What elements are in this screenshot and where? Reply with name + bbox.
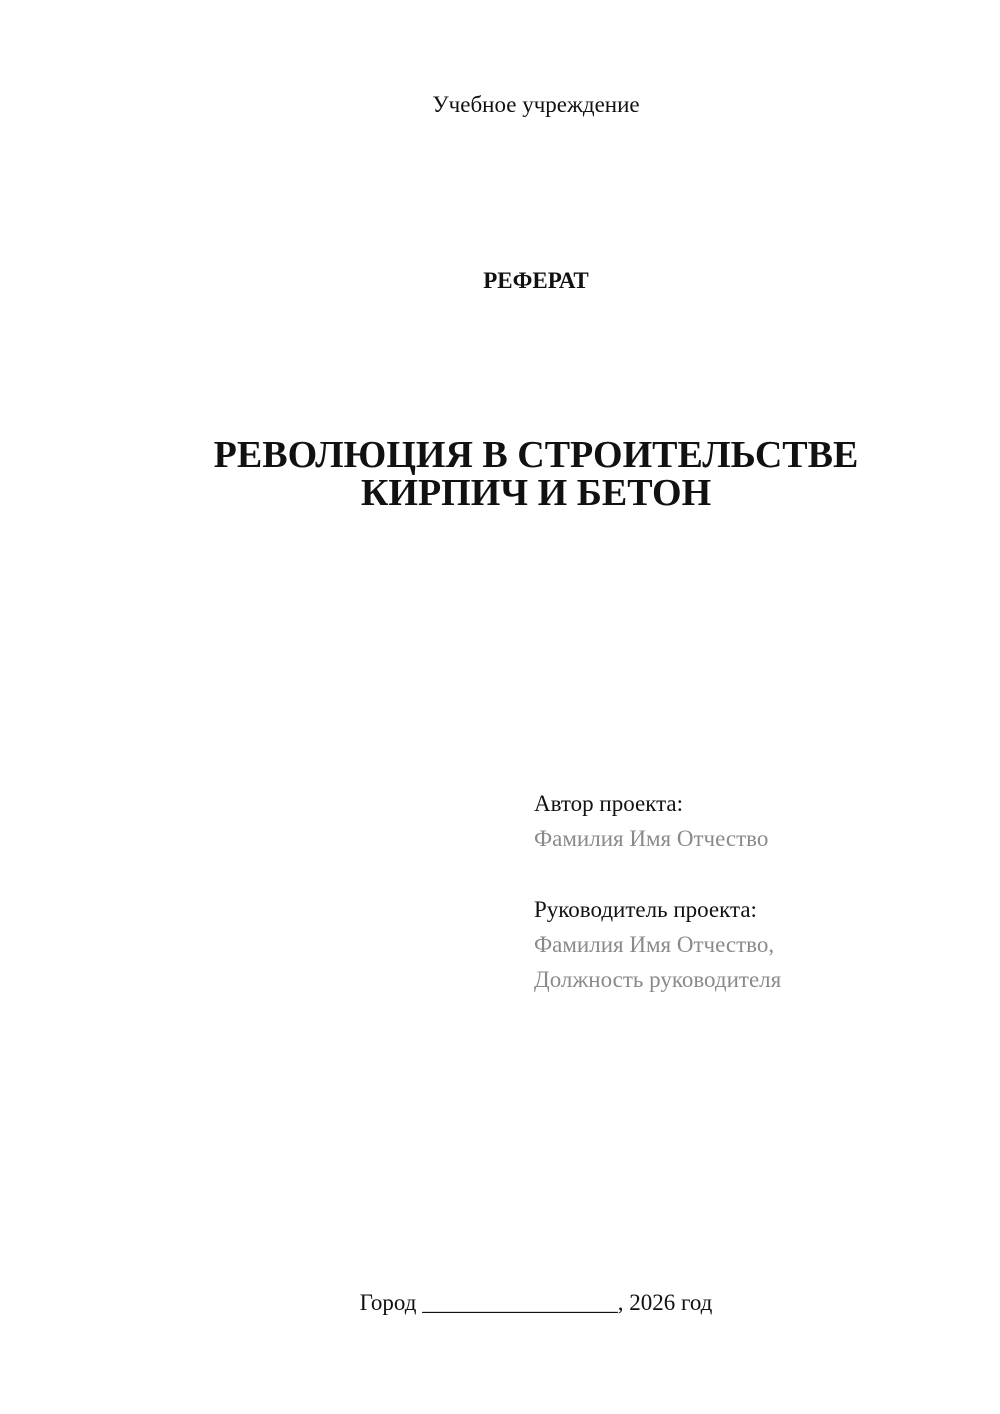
supervisor-block: [534, 892, 974, 997]
supervisor-label: Руководитель проекта:: [534, 897, 757, 922]
city-blank: _________________: [422, 1290, 618, 1315]
institution-name: Учебное учреждение: [432, 92, 640, 117]
year-text: , 2026 год: [617, 1290, 713, 1315]
document-type: РЕФЕРАТ: [483, 268, 589, 293]
author-block: [534, 786, 974, 856]
supervisor-name: Фамилия Имя Отчество,: [534, 932, 775, 957]
city-year-line: [0, 1288, 1000, 1318]
title-line-1: РЕВОЛЮЦИЯ В СТРОИТЕЛЬСТВЕ: [213, 434, 859, 476]
document-title: [0, 436, 1000, 512]
author-name: Фамилия Имя Отчество: [534, 826, 769, 851]
city-label: Город: [359, 1290, 417, 1315]
title-line-2: КИРПИЧ И БЕТОН: [360, 472, 712, 514]
author-label: Автор проекта:: [534, 791, 683, 816]
supervisor-position: Должность руководителя: [534, 967, 782, 992]
